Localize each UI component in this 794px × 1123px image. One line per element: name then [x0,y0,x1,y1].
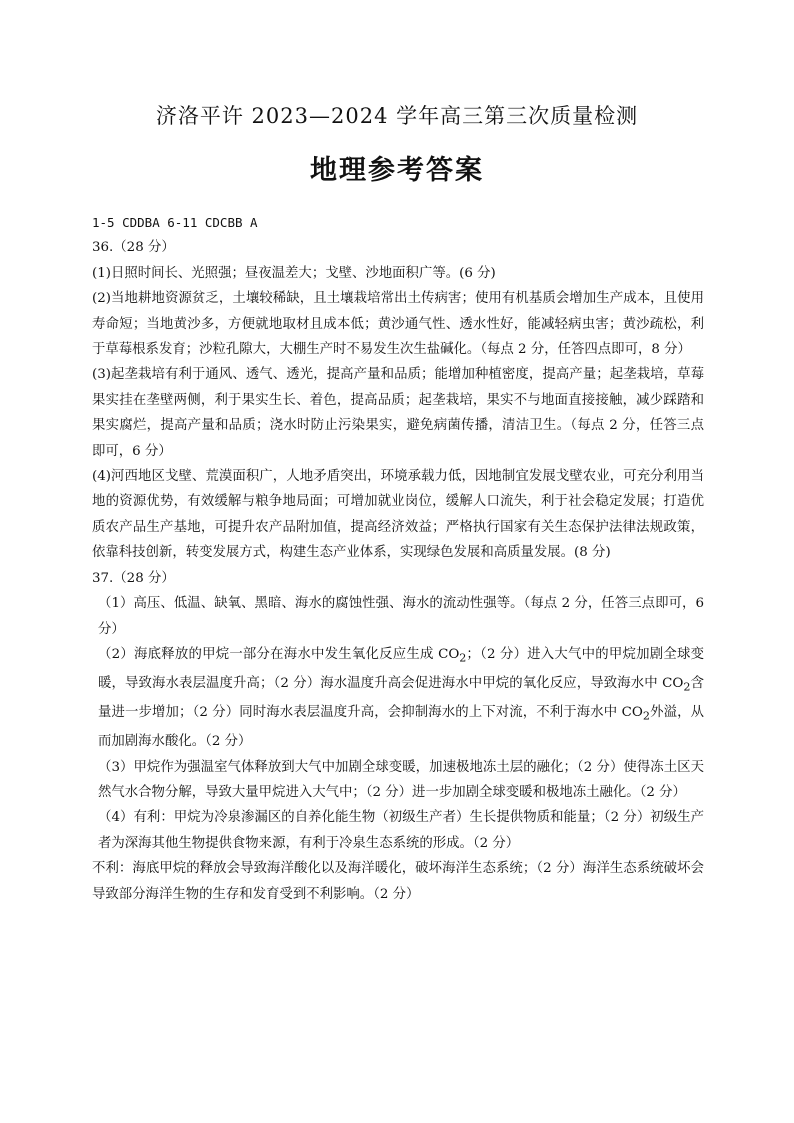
answer-body [92,210,704,907]
q36-heading: 36.（28 分） [92,240,175,256]
q36-part1: (1)日照时间长、光照强；昼夜温差大；戈壁、沙地面积广等。(6 分) [92,265,496,281]
subscript-2: 2 [642,709,650,723]
page-title: 地理参考答案 [310,155,484,186]
q36-part4: (4)河西地区戈壁、荒漠面积广，人地矛盾突出，环境承载力低，因地制宜发展戈壁农业，可充分利用当地的资源优势，有效缓解与粮争地局面；可增加就业岗位，缓解人口流失，利于社会稳定发展；打造优质农产品生产基地，可提升农产品附加值，提高经济效益；严格执行国家有关生态保护法律法规政策，依靠科技创新，转变发展方式，构建生态产业体系，实现绿色发展和高质量发展。(8 分) [92,469,704,561]
q37-part4: （4）有利：甲烷为冷泉渗漏区的自养化能生物（初级生产者）生长提供物质和能量；（2 分）初级生产者为深海其他生物提供食物来源，有利于冷泉生态系统的形成。（2 分） [98,810,704,851]
exam-title: 济洛平许 2023—2024 学年高三第三次质量检测 [155,104,639,128]
subscript-2: 2 [459,651,467,665]
q37-heading: 37.（28 分） [92,570,175,586]
choice-answers: 1-5 CDDBA 6-11 CDCBB A [92,215,258,230]
subscript-2: 2 [683,680,691,694]
q37-part3: （3）甲烷作为强温室气体释放到大气中加剧全球变暖，加速极地冻土层的融化；（2 分）使得冻土区天然气水合物分解，导致大量甲烷进入大气中；（2 分）进一步加剧全球变暖和极地冻土融化。（2 分） [98,759,704,800]
q37-part2: （2）海底释放的甲烷一部分在海水中发生氧化反应生成 $CO_2$；（2 分）进入大气中的甲烷加剧全球变暖，导致海水表层温度升高；（2 分）海水温度升高会促进海水中甲烷的氧化反应，导致海水中 $CO_2$含量进一步增加；（2 分）同时海水表层温度升高，会抑制海水的上下对流，不利于海水中 $CO_2$外溢，从而加剧海水酸化。（2 分） [98,646,705,750]
q37-part1: （1）高压、低温、缺氧、黑暗、海水的腐蚀性强、海水的流动性强等。（每点 2 分，任答三点即可，6 分） [98,596,704,637]
q36-part2: (2)当地耕地资源贫乏，土壤较稀缺，且土壤栽培常出土传病害；使用有机基质会增加生产成本，且使用寿命短；当地黄沙多，方便就地取材且成本低；黄沙通气性、透水性好，能减轻病虫害；黄沙疏松，利于草莓根系发育；沙粒孔隙大，大棚生产时不易发生次生盐碱化。（每点 2 分，任答四点即可，8 分） [92,291,704,358]
q37-part4-disadvantage: 不利：海底甲烷的释放会导致海洋酸化以及海洋暖化，破坏海洋生态系统；（2 分）海洋生态系统破坏会导致部分海洋生物的生存和发育受到不利影响。（2 分） [92,861,704,902]
q36-part3: (3)起垄栽培有利于通风、透气、透光，提高产量和品质；能增加种植密度，提高产量；起垄栽培，草莓果实挂在垄壁两侧，利于果实生长、着色，提高品质；起垄栽培，果实不与地面直接接触，减少踩踏和果实腐烂，提高产量和品质；浇水时防止污染果实，避免病菌传播，清洁卫生。（每点 2 分，任答三点即可，6 分） [92,367,704,459]
